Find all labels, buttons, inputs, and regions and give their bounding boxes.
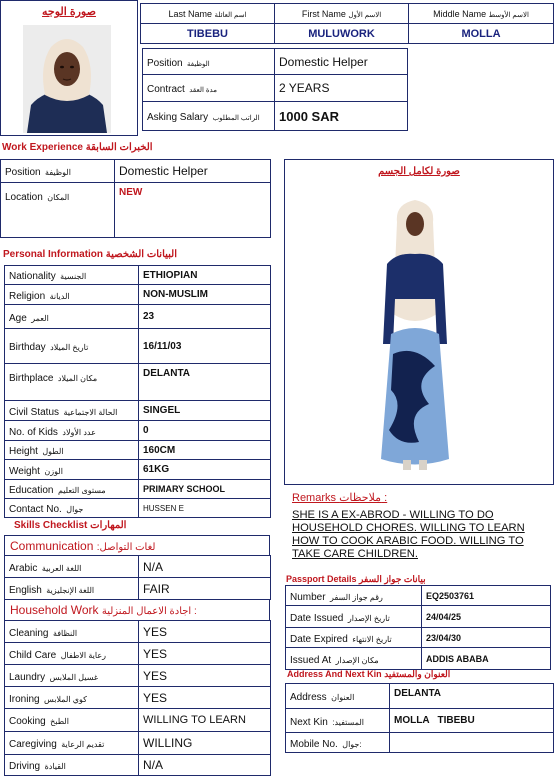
remarks-line: HOW TO COOK ARABIC FOOD. WILLING TO (292, 535, 524, 547)
household-heading: Household Work اجادة الاعمال المنزلية : (10, 603, 197, 617)
mobile-value (390, 733, 554, 753)
driving-value: N/A (139, 755, 271, 776)
face-photo-title: صورة الوجه (42, 6, 96, 18)
birthplace-value: DELANTA (139, 364, 271, 401)
full-body-photo (375, 194, 455, 480)
address-label: Address العنوان (286, 684, 390, 709)
caregiving-label: Caregiving تقديم الرعاية (5, 732, 139, 755)
weight-label: Weight الوزن (5, 460, 139, 480)
work-experience-table (0, 159, 271, 238)
address-value: DELANTA (390, 684, 554, 709)
height-label: Height الطول (5, 441, 139, 460)
education-label: Education مستوى التعليم (5, 480, 139, 499)
passport-expired-value: 23/04/30 (422, 628, 551, 648)
middle-name-label: Middle Name الاسم الأوسط (409, 4, 554, 24)
contact-label: Contact No. جوال (5, 499, 139, 518)
birthday-label: Birthday تاريخ الميلاد (5, 329, 139, 364)
kids-value: 0 (139, 421, 271, 441)
we-location-value: NEW (115, 183, 271, 238)
education-value: PRIMARY SCHOOL (139, 480, 271, 499)
nationality-value: ETHIOPIAN (139, 266, 271, 285)
passport-issued-label: Date Issued تاريخ الإصدار (286, 606, 422, 628)
we-location-label: Location المكان (1, 183, 115, 238)
child-care-value: YES (139, 643, 271, 665)
cleaning-value: YES (139, 621, 271, 643)
remarks-line: TAKE CARE CHILDREN. (292, 548, 418, 560)
job-position-value: Domestic Helper (275, 49, 408, 75)
job-contract-value: 2 YEARS (275, 75, 408, 102)
passport-number-label: Number رقم جواز السفر (286, 586, 422, 606)
face-photo-frame (0, 0, 138, 136)
english-label: English اللغة الإنجليزية (5, 578, 139, 600)
arabic-label: Arabic اللغة العربية (5, 556, 139, 578)
face-photo (23, 25, 111, 133)
passport-place-value: ADDIS ABABA (422, 648, 551, 670)
height-value: 160CM (139, 441, 271, 460)
personal-info-table (4, 265, 271, 518)
kids-label: No. of Kids عدد الأولاد (5, 421, 139, 441)
next-kin-label: Next Kin :المستفيد (286, 709, 390, 733)
child-care-label: Child Care رعاية الاطفال (5, 643, 139, 665)
age-value: 23 (139, 305, 271, 329)
civil-status-value: SINGEL (139, 401, 271, 421)
passport-expired-label: Date Expired تاريخ الانتهاء (286, 628, 422, 648)
first-name-label: First Name الاسم الأول (275, 4, 409, 24)
communication-heading-box (4, 535, 270, 556)
name-table (140, 3, 554, 44)
cooking-value: WILLING TO LEARN (139, 709, 271, 732)
full-photo-frame (284, 159, 554, 485)
age-label: Age العمر (5, 305, 139, 329)
passport-heading: Passport Details بيانات جواز السفر (286, 574, 426, 584)
arabic-value: N/A (139, 556, 271, 578)
passport-place-label: Issued At مكان الإصدار (286, 648, 422, 670)
religion-label: Religion الديانة (5, 285, 139, 305)
job-position-label: Position الوظيفة (143, 49, 275, 75)
first-name-value: MULUWORK (275, 24, 409, 44)
passport-issued-value: 24/04/25 (422, 606, 551, 628)
ironing-value: YES (139, 687, 271, 709)
personal-info-heading: Personal Information البيانات الشخصية (3, 249, 177, 260)
religion-value: NON-MUSLIM (139, 285, 271, 305)
household-heading-box (4, 599, 270, 621)
cleaning-label: Cleaning النظافة (5, 621, 139, 643)
last-name-value: TIBEBU (141, 24, 275, 44)
job-contract-label: Contract مدة العقد (143, 75, 275, 102)
last-name-label: Last Name اسم العائلة (141, 4, 275, 24)
remarks-text (292, 509, 550, 561)
remarks-line: HOUSEHOLD CHORES. WILLING TO LEARN (292, 522, 525, 534)
birthday-value: 16/11/03 (139, 329, 271, 364)
job-table (142, 48, 408, 131)
job-salary-label: Asking Salary الراتب المطلوب (143, 102, 275, 131)
birthplace-label: Birthplace مكان الميلاد (5, 364, 139, 401)
nationality-label: Nationality الجنسية (5, 266, 139, 285)
driving-label: Driving القيادة (5, 755, 139, 776)
we-position-value: Domestic Helper (115, 160, 271, 183)
work-experience-heading: Work Experience الخبرات السابقة (2, 142, 153, 153)
weight-value: 61KG (139, 460, 271, 480)
skills-heading: Skills Checklist المهارات (14, 520, 127, 531)
cooking-label: Cooking الطبخ (5, 709, 139, 732)
remarks-line: SHE IS A EX-ABROD - WILLING TO DO (292, 509, 494, 521)
full-photo-title: صورة لكامل الجسم (378, 166, 460, 177)
civil-status-label: Civil Status الحالة الاجتماعية (5, 401, 139, 421)
next-kin-value: MOLLA TIBEBU (390, 709, 554, 733)
we-position-label: Position الوظيفة (1, 160, 115, 183)
mobile-label: Mobile No. جوال: (286, 733, 390, 753)
ironing-label: Ironing كوي الملابس (5, 687, 139, 709)
caregiving-value: WILLING (139, 732, 271, 755)
household-table (4, 620, 271, 776)
laundry-label: Laundry غسيل الملابس (5, 665, 139, 687)
remarks-section (292, 491, 550, 561)
middle-name-value: MOLLA (409, 24, 554, 44)
address-heading: Address And Next Kin العنوان والمستفيد (287, 669, 451, 679)
laundry-value: YES (139, 665, 271, 687)
communication-heading: Communication :لغات التواصل (10, 539, 156, 553)
contact-value: HUSSEN E (139, 499, 271, 518)
passport-number-value: EQ2503761 (422, 586, 551, 606)
communication-table (4, 555, 271, 600)
job-salary-value: 1000 SAR (275, 102, 408, 131)
passport-table (285, 585, 551, 670)
remarks-heading: Remarks ملاحظات : (292, 492, 388, 504)
address-table (285, 683, 554, 753)
english-value: FAIR (139, 578, 271, 600)
